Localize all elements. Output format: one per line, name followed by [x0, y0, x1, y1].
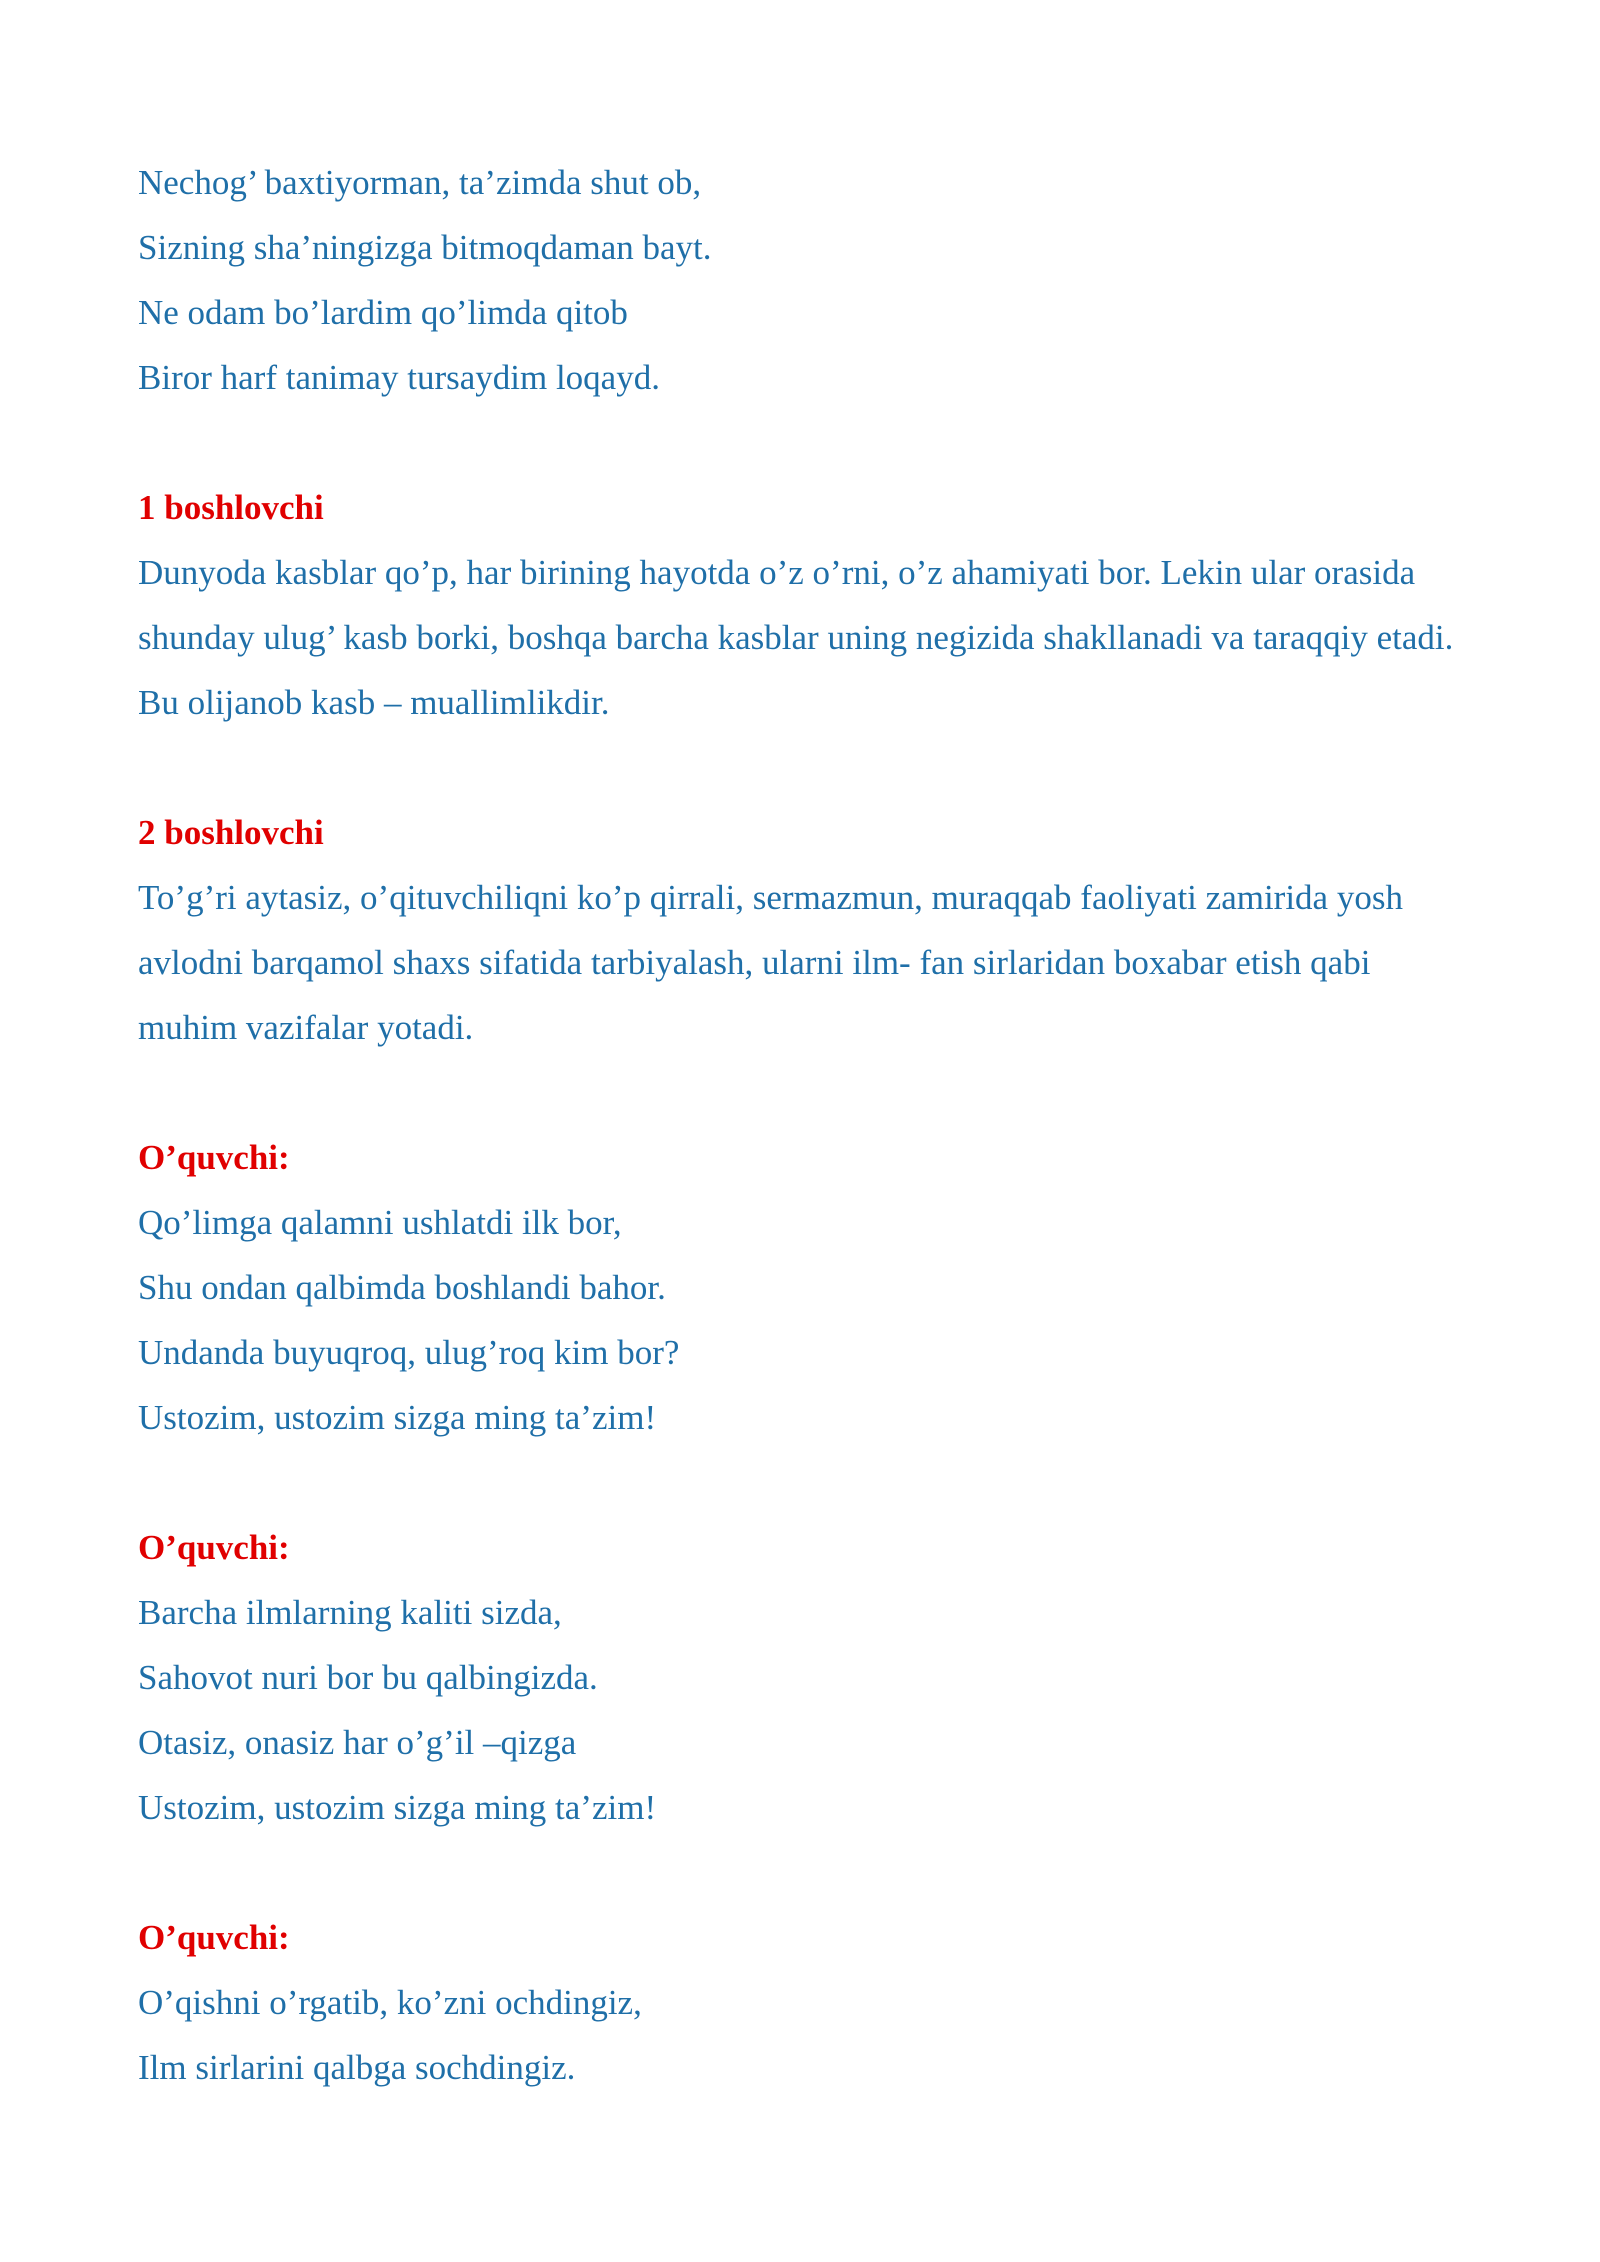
speaker-label: 2 boshlovchi	[138, 813, 324, 852]
student-verse-3	[138, 1905, 1468, 2100]
verse-line: Qo’limga qalamni ushlatdi ilk bor,	[138, 1203, 622, 1242]
spacer	[138, 1060, 1468, 1125]
verse-line: Ustozim, ustozim sizga ming ta’zim!	[138, 1788, 657, 1827]
verse-line: Shu ondan qalbimda boshlandi bahor.	[138, 1268, 666, 1307]
student-verse-1	[138, 1125, 1468, 1450]
spacer	[138, 410, 1468, 475]
verse-line: Ne odam bo’lardim qo’limda qitob	[138, 293, 628, 332]
student-verse-2	[138, 1515, 1468, 1840]
speaker-label: O’quvchi:	[138, 1918, 290, 1957]
verse-line: Barcha ilmlarning kaliti sizda,	[138, 1593, 562, 1632]
verse-line: Ilm sirlarini qalbga sochdingiz.	[138, 2048, 576, 2087]
opening-stanza	[138, 150, 1468, 410]
verse-line: O’qishni o’rgatib, ko’zni ochdingiz,	[138, 1983, 642, 2022]
verse-line: Sahovot nuri bor bu qalbingizda.	[138, 1658, 598, 1697]
speaker-label: 1 boshlovchi	[138, 488, 324, 527]
speaker-label: O’quvchi:	[138, 1528, 290, 1567]
speaker-label: O’quvchi:	[138, 1138, 290, 1177]
spacer	[138, 735, 1468, 800]
verse-line: Sizning sha’ningizga bitmoqdaman bayt.	[138, 228, 712, 267]
verse-line: Undanda buyuqroq, ulug’roq kim bor?	[138, 1333, 680, 1372]
presenter-1-section	[138, 475, 1468, 735]
prose-paragraph: Dunyoda kasblar qo’p, har birining hayotda o’z o’rni, o’z ahamiyati bor. Lekin ular orasida shunday ulug’ kasb borki, boshqa barcha kasblar uning negizida shakllanadi va taraqqiy etadi. Bu olijanob kasb – muallimlikdir.	[138, 553, 1454, 722]
spacer	[138, 1840, 1468, 1905]
verse-line: Ustozim, ustozim sizga ming ta’zim!	[138, 1398, 657, 1437]
verse-line: Otasiz, onasiz har o’g’il –qizga	[138, 1723, 577, 1762]
prose-paragraph: To’g’ri aytasiz, o’qituvchiliqni ko’p qirrali, sermazmun, muraqqab faoliyati zamirida yosh avlodni barqamol shaxs sifatida tarbiyalash, ularni ilm- fan sirlaridan boxabar etish qabi muhim vazifalar yotadi.	[138, 878, 1403, 1047]
verse-line: Nechog’ baxtiyorman, ta’zimda shut ob,	[138, 163, 702, 202]
verse-line: Biror harf tanimay tursaydim loqayd.	[138, 358, 660, 397]
spacer	[138, 1450, 1468, 1515]
presenter-2-section	[138, 800, 1468, 1060]
document-page	[138, 150, 1468, 2100]
